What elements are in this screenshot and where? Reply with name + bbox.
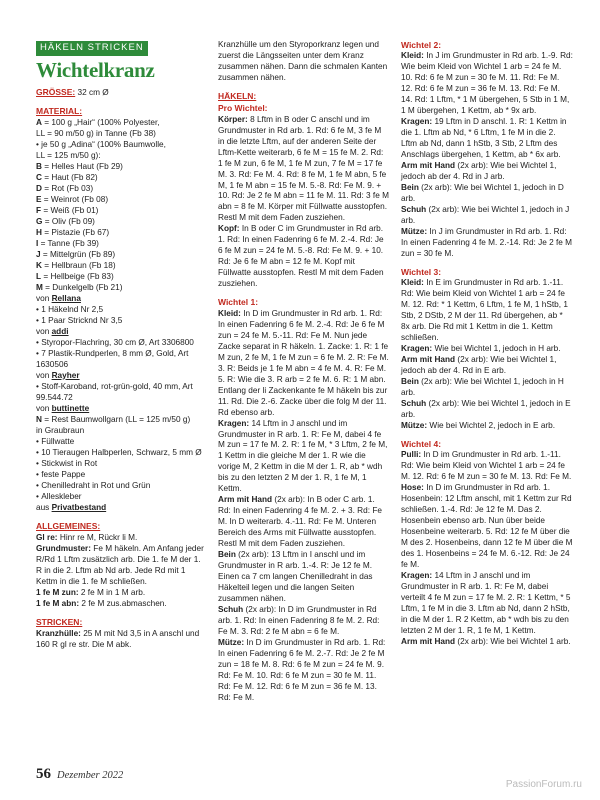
material-item: • 1 Häkelnd Nr 2,5 xyxy=(36,305,208,316)
page-number: 56 xyxy=(36,766,51,782)
size-value: 32 cm Ø xyxy=(75,87,109,97)
instruction-label: Schuh xyxy=(401,205,427,215)
material-item: • 7 Plastik-Rundperlen, 8 mm Ø, Gold, Art 1630506 xyxy=(36,349,208,371)
color-code: E xyxy=(36,194,42,204)
color-code: I xyxy=(36,238,39,248)
material-item: • 1 Paar Stricknd Nr 3,5 xyxy=(36,316,208,327)
instruction-paragraph xyxy=(401,571,573,637)
material-line: M = Dunkelgelb (Fb 21) xyxy=(36,282,123,292)
instruction-paragraph xyxy=(36,588,208,599)
instruction-text: In J im Grundmuster in Rd arb. 1. Rd: In einen Fadenring 4 fe M. 2.-14. Rd: Je 2 fe M zun = 30 fe M. xyxy=(401,227,573,259)
brand-line-rayher: von Rayher xyxy=(36,370,80,380)
instruction-label: Bein xyxy=(401,183,419,193)
instruction-text: (2x arb): In B oder C arb. 1. Rd: In einen Fadenring 4 fe M. 2. + 3. Rd: Fe M. In D weiterarb. 4.-11. Rd: Fe M. Unteren Bereich des Arms mit Füllwatte ausstopfen. Restl M mit dem Faden zusziehen. xyxy=(218,495,382,549)
brand-line-addi: von addi xyxy=(36,326,69,336)
wichtel2-heading: Wichtel 2: xyxy=(401,40,442,50)
instruction-text: In D im Grundmuster in Rd arb. 1. Rd: In einen Fadenring 6 fe M. 2.-4. Rd: Je 6 fe M zun = 24 fe M. 5.-11. Rd: Fe M. Nun jede Zacke separat in R häkeln. 1. Zacke: 1. R: 1 fe M zun, 2 fe M, 1 fe M zun = 6 fe M. 2. R: Fe M. 3. R: Beids je 1 fe M abn = 4 fe M. 4. R: Fe M. 5. R: Wie die 3. R arb = 2 fe M. 6. R: 1 M abn. Entlang der li Zackenkante fe M häkeln bis zur 11. Rd. Die 2.-6. Zacke über die folg M der 11. Rd ebenso arb. xyxy=(218,308,389,417)
instruction-label: Körper: xyxy=(218,114,248,124)
instruction-paragraph xyxy=(401,183,573,205)
brand-buttinette-items xyxy=(36,437,208,503)
knit-heading: STRICKEN: xyxy=(36,616,83,627)
page-footer xyxy=(36,765,123,785)
material-item: • Alleskleber xyxy=(36,492,208,503)
size-label: GRÖSSE: xyxy=(36,86,76,97)
instruction-text: 2 fe M in 1 M arb. xyxy=(78,587,146,597)
instruction-text: 19 Lftm in D anschl. 1. R: 1 Kettm in die 1. Lftm ab Nd, * 6 Lftm, 1 fe M in die 2. Lftm ab Nd, dann 1 hStb, 3 Stb, 2 Lftm des Anschlags übergehen, 1 Kettm, ab * 6x arb. xyxy=(401,117,567,160)
instruction-label: Mütze: xyxy=(401,227,428,237)
instruction-text: (2x arb): 13 Lftm in I anschl und im Grundmuster in R arb. 1.-4. R: Je 12 fe M. Einen ca 7 cm langen Chenilledraht in das Häkelteil legen und die langen Seiten zusammen nähen. xyxy=(218,550,373,604)
instruction-paragraph xyxy=(401,377,573,399)
wichtel1-heading: Wichtel 1: xyxy=(218,297,259,308)
instruction-label: 1 fe M zun: xyxy=(36,587,79,597)
brand-rellana: Rellana xyxy=(51,293,81,303)
instruction-paragraph xyxy=(401,355,573,377)
size-line xyxy=(36,87,208,99)
material-line: in Graubraun xyxy=(36,425,85,435)
instruction-text: 14 Lftm in J anschl und im Grundmuster in R arb. 1. R: Fe M, dabei 4 fe M zun = 17 fe M. 2. R: 1 fe M, * 3 Lftm, 2 fe M, 1 Kettm in die gleiche M der 1. R wie die vorige M, 2 Kettm in die M der 1. R, ab * wdh bis zu den letzten 2 M der 1. R, 1 fe M, 1 Kettm. xyxy=(218,418,388,494)
brand-addi-items xyxy=(36,338,208,371)
instruction-label: 1 fe M abn: xyxy=(36,598,80,608)
instruction-paragraph xyxy=(401,483,573,571)
material-line: H = Pistazie (Fb 67) xyxy=(36,227,110,237)
material-line: K = Hellbraun (Fb 18) xyxy=(36,260,116,270)
brand-addi: addi xyxy=(51,326,69,336)
instruction-paragraph xyxy=(401,227,573,260)
wichtel3-list xyxy=(401,278,573,432)
instruction-paragraph xyxy=(401,421,573,432)
pro-wichtel-heading: Pro Wichtel: xyxy=(218,103,268,114)
color-code: K xyxy=(36,260,42,270)
brand-buttinette-lines xyxy=(36,415,208,437)
instruction-label: Kleid: xyxy=(401,51,424,61)
wichtel1-list xyxy=(218,309,389,704)
instruction-paragraph xyxy=(401,344,573,355)
instruction-paragraph xyxy=(401,161,573,183)
color-code: A xyxy=(36,118,42,128)
material-line: C = Haut (Fb 82) xyxy=(36,172,98,182)
instruction-label: Gl re: xyxy=(36,532,58,542)
wichtel2-list xyxy=(401,51,573,260)
material-list xyxy=(36,118,208,294)
material-line: N = Rest Baumwollgarn (LL = 125 m/50 g) xyxy=(36,414,191,424)
material-item: • 10 Tieraugen Halbperlen, Schwarz, 5 mm Ø xyxy=(36,448,208,459)
color-code: D xyxy=(36,183,42,193)
pro-wichtel-list xyxy=(218,115,389,291)
instruction-paragraph xyxy=(218,115,389,225)
instruction-label: Pulli: xyxy=(401,450,422,460)
instruction-text: (2x arb): Wie bei Wichtel 1, jedoch in D arb. xyxy=(401,183,564,204)
instruction-text: In B oder C im Grundmuster in Rd arb. 1. Rd: In einen Fadenring 6 fe M. 2.-4. Rd: Je 6 fe M zun = 24 fe M. 5.-8. Rd: Fe M. 9. + 10. Rd: Je 6 fe M abn = 12 fe M. Kopf mit Füllwatte ausstopfen. Restl M mit dem Faden zusziehen. xyxy=(218,224,384,289)
instruction-paragraph xyxy=(218,419,389,496)
color-code: B xyxy=(36,162,42,171)
instruction-text: In D im Grundmuster in Rd arb. 1. Rd: In einen Fadenring 6 fe M. 2.-7. Rd: Je 2 fe M zun = 18 fe M. 8. Rd: 6 fe M zun = 24 fe M. 9. Rd: Fe M. 10. Rd: 6 fe M zun = 30 fe M. 11. Rd: Fe M. 12. Rd: 6 fe M zun = 36 fe M. 13. Rd: Fe M. xyxy=(218,638,386,703)
material-line: G = Oliv (Fb 09) xyxy=(36,216,95,226)
instruction-paragraph xyxy=(36,544,208,588)
instruction-text: In J im Grundmuster in Rd arb. 1.-9. Rd: Wie beim Kleid von Wichtel 1 arb = 24 fe M. 10. Rd: 6 fe M zun = 30 fe M. 11. Rd: Fe M. 12. Rd: 6 fe M zun = 36 fe M. 13. Rd: Fe M. 14. Rd: 1 Lftm, * 1 M übergehen, 5 Stb in 1 M, 1 M übergehen, 1 Kettm, ab * 9x arb. xyxy=(401,51,573,116)
watermark: PassionForum.ru xyxy=(505,779,582,790)
material-item: • Styropor-Flachring, 30 cm Ø, Art 3306800 xyxy=(36,338,208,349)
column-left xyxy=(36,40,208,651)
instruction-paragraph xyxy=(218,550,389,605)
material-item: • Stickwist in Rot xyxy=(36,459,208,470)
instruction-label: Kragen: xyxy=(401,344,433,354)
material-line: E = Weinrot (Fb 08) xyxy=(36,194,109,204)
instruction-paragraph xyxy=(401,278,573,344)
material-item: • Chenilledraht in Rot und Grün xyxy=(36,481,208,492)
brand-line-privat: aus Privatbestand xyxy=(36,502,107,512)
crochet-heading: HÄKELN: xyxy=(218,90,257,101)
brand-line-buttinette: von buttinette xyxy=(36,403,90,413)
brand-rellana-items xyxy=(36,305,208,327)
material-line: L = Hellbeige (Fb 83) xyxy=(36,271,114,281)
instruction-text: In D im Grundmuster in Rd arb. 1.-11. Rd: Wie beim Kleid von Wichtel 1 arb = 24 fe M. 12. Rd: 6 fe M zun = 30 fe M. 13. Rd: Fe M. xyxy=(401,450,572,482)
instruction-paragraph xyxy=(401,637,573,648)
material-line: LL = 125 m/50 g): xyxy=(36,151,101,161)
color-code: M xyxy=(36,282,43,292)
instruction-text: 14 Lftm in J anschl und im Grundmuster in R arb. 1. R: Fe M, dabei verteilt 4 fe M zun = 17 fe M. 2. R: 1 Kettm, * 5 Lftm, 1 fe M in die 3. Lftm ab Nd, dann 2 hStb, in die M der 1. R 2 Kettm, ab * wdh bis zu den letzten 2 M der 1. R, 1 fe M, 1 Kettm. xyxy=(401,571,571,636)
instruction-paragraph xyxy=(401,51,573,117)
material-line: I = Tanne (Fb 39) xyxy=(36,238,99,248)
instruction-paragraph xyxy=(218,309,389,419)
material-item: • feste Pappe xyxy=(36,470,208,481)
instruction-text: Hinr re M, Rückr li M. xyxy=(57,532,138,542)
brand-rayher-items xyxy=(36,382,208,404)
instruction-label: Kragen: xyxy=(218,418,250,428)
instruction-label: Kragen: xyxy=(401,571,433,581)
topic-label: HÄKELN STRICKEN xyxy=(36,41,148,56)
material-item: • Stoff-Karoband, rot-grün-gold, 40 mm, Art 99.544.72 xyxy=(36,382,208,404)
material-item: • Füllwatte xyxy=(36,437,208,448)
instruction-label: Mütze: xyxy=(401,421,428,431)
color-code: C xyxy=(36,172,42,182)
instruction-label: Hose: xyxy=(401,483,424,493)
general-heading: ALLGEMEINES: xyxy=(36,520,101,531)
instruction-text: In E im Grundmuster in Rd arb. 1.-11. Rd: Wie beim Kleid von Wichtel 1 arb = 24 fe M. 12. Rd: * 1 Kettm, 6 Lftm, 1 fe M, 1 hStb, 1 Stb, 2 DStb, 2 M der 11. Rd übergehen, ab * 8x arb. Die Rd mit 1 Kettm in die 1. Kettm schließen. xyxy=(401,278,568,343)
color-code: L xyxy=(36,271,42,281)
instruction-text: (2x arb): Wie bei Wichtel 1, jedoch ab der 4. Rd in J arb. xyxy=(401,161,557,182)
knit-paragraph: Kranzhülle: 25 M mit Nd 3,5 in A anschl und 160 R gl re str. Die M abk. xyxy=(36,629,200,650)
instruction-text: Wie bei Wichtel 2, jedoch in E arb. xyxy=(427,421,556,431)
general-list xyxy=(36,533,208,610)
color-code: H xyxy=(36,227,42,237)
color-code: G xyxy=(36,216,43,226)
issue-date: Dezember 2022 xyxy=(57,770,124,781)
brand-buttinette: buttinette xyxy=(51,403,90,413)
wichtel4-heading: Wichtel 4: xyxy=(401,439,442,450)
instruction-label: Schuh xyxy=(401,399,427,409)
instruction-text: (2x arb): Wie bei Wichtel 1, jedoch ab der 4. Rd in E arb. xyxy=(401,355,557,376)
brand-rayher: Rayher xyxy=(51,370,80,380)
instruction-paragraph xyxy=(218,495,389,550)
color-code: J xyxy=(36,249,41,259)
wichtel4-list xyxy=(401,450,573,648)
instruction-label: Bein xyxy=(401,377,419,387)
instruction-paragraph xyxy=(218,605,389,638)
instruction-text: (2x arb): In D im Grundmuster in Rd arb. 1. Rd: In einen Fadenring 8 fe M. 2. Rd: Fe M. 3. Rd: 2 fe M abn = 6 fe M. xyxy=(218,605,380,637)
instruction-label: Bein xyxy=(218,550,236,560)
instruction-label: Kopf: xyxy=(218,224,240,234)
instruction-paragraph xyxy=(36,599,208,610)
instruction-label: Arm mit Hand xyxy=(401,161,456,171)
instruction-text: 8 Lftm in B oder C anschl und im Grundmuster in Rd arb. 1. Rd: 6 fe M, 3 fe M in die letzte Lftm, auf der anderen Seite der Lftm-Kette weiterarb, 6 fe M = 15 fe M. 2. Rd: 1 fe M zun, 6 fe M, 1 fe M zun, 7 fe M = 17 fe M. 3. Rd: Fe M. 4. Rd: 8 fe M, 1 fe M abn, 5 fe M, 1 fe M abn = 15 fe M. 5.-8. Rd: Fe M. 9. + 10. Rd: Je 2 fe M abn = 11 fe M. 11. Rd: 3 fe M abn = 8 fe M. Körper mit Füllwatte ausstopfen. Restl M mit dem Faden zusziehen. xyxy=(218,114,389,223)
instruction-text: (2x arb): Wie bei Wichtel 1, jedoch in H arb. xyxy=(401,377,564,398)
instruction-paragraph xyxy=(401,205,573,227)
page-title: Wichtelkranz xyxy=(36,57,155,82)
color-code: F xyxy=(36,205,42,215)
column-middle xyxy=(218,40,389,704)
instruction-label: Grundmuster: xyxy=(36,543,92,553)
instruction-paragraph xyxy=(401,117,573,161)
material-line: D = Rot (Fb 03) xyxy=(36,183,94,193)
material-line: J = Mittelgrün (Fb 89) xyxy=(36,249,116,259)
material-line: B = Helles Haut (Fb 29) xyxy=(36,162,123,171)
wichtel3-heading: Wichtel 3: xyxy=(401,267,442,278)
instruction-label: Kragen: xyxy=(401,117,433,127)
instruction-label: Kleid: xyxy=(218,308,241,318)
column-right xyxy=(401,40,573,648)
instruction-label: Mütze: xyxy=(218,638,245,648)
instruction-label: Arm mit Hand xyxy=(401,637,456,647)
instruction-text: (2x arb): Wie bei Wichtel 1, jedoch in J arb. xyxy=(401,205,570,226)
instruction-label: Schuh xyxy=(218,605,244,615)
material-line: F = Weiß (Fb 01) xyxy=(36,205,99,215)
material-heading: MATERIAL: xyxy=(36,105,83,116)
instruction-paragraph xyxy=(36,533,208,544)
instruction-text: (2x arb): Wie bei Wichtel 1 arb. xyxy=(455,637,571,647)
material-line: • je 50 g „Adina“ (100% Baumwolle, xyxy=(36,140,166,150)
color-code: N xyxy=(36,414,42,424)
instruction-paragraph xyxy=(218,638,389,704)
instruction-text: 2 fe M zus.abmaschen. xyxy=(79,598,167,608)
material-line: LL = 90 m/50 g) in Tanne (Fb 38) xyxy=(36,129,156,139)
brand-privat: Privatbestand xyxy=(51,502,107,512)
instruction-text: Fe M häkeln. Am Anfang jeder R/Rd 1 Lftm zusätzlich arb. Die 1. fe M der 1. R in die 2. Lftm ab Nd arb. Jede Rd mit 1 Kettm in die 1. fe M schließen. xyxy=(36,543,204,586)
instruction-label: Kleid: xyxy=(401,278,424,288)
instruction-text: (2x arb): Wie bei Wichtel 1, jedoch in E arb. xyxy=(401,399,571,420)
material-line: A = 100 g „Hair“ (100% Polyester, xyxy=(36,118,160,128)
brand-line-rellana: von Rellana xyxy=(36,293,81,303)
instruction-paragraph xyxy=(401,399,573,421)
instruction-paragraph xyxy=(218,224,389,290)
intro-paragraph: Kranzhülle um den Styroporkranz legen und zuerst die Längsseiten unter dem Kranz zusammen nähen. Dann die schmalen Kanten zusammen nähen. xyxy=(218,40,388,82)
instruction-label: Arm mit Hand xyxy=(401,355,456,365)
instruction-text: Wie bei Wichtel 1, jedoch in H arb. xyxy=(432,344,561,354)
instruction-text: In D im Grundmuster in Rd arb. 1. Hosenbein: 12 Lftm anschl, mit 1 Kettm zur Rd schließen. 1.-4. Rd: Je 12 fe M. Das 2. Hosenbein ebenso arb. Nun über beide Hosenbeine weiterarb. 5. Rd: 12 fe M über die M des 2. Hosenbeins, dann 12 fe M über die M des 1. Hosenbeins = 24 fe M. 6.-12. Rd: Je 24 fe M. xyxy=(401,483,573,570)
instruction-paragraph xyxy=(401,450,573,483)
instruction-label: Arm mit Hand xyxy=(218,495,273,505)
